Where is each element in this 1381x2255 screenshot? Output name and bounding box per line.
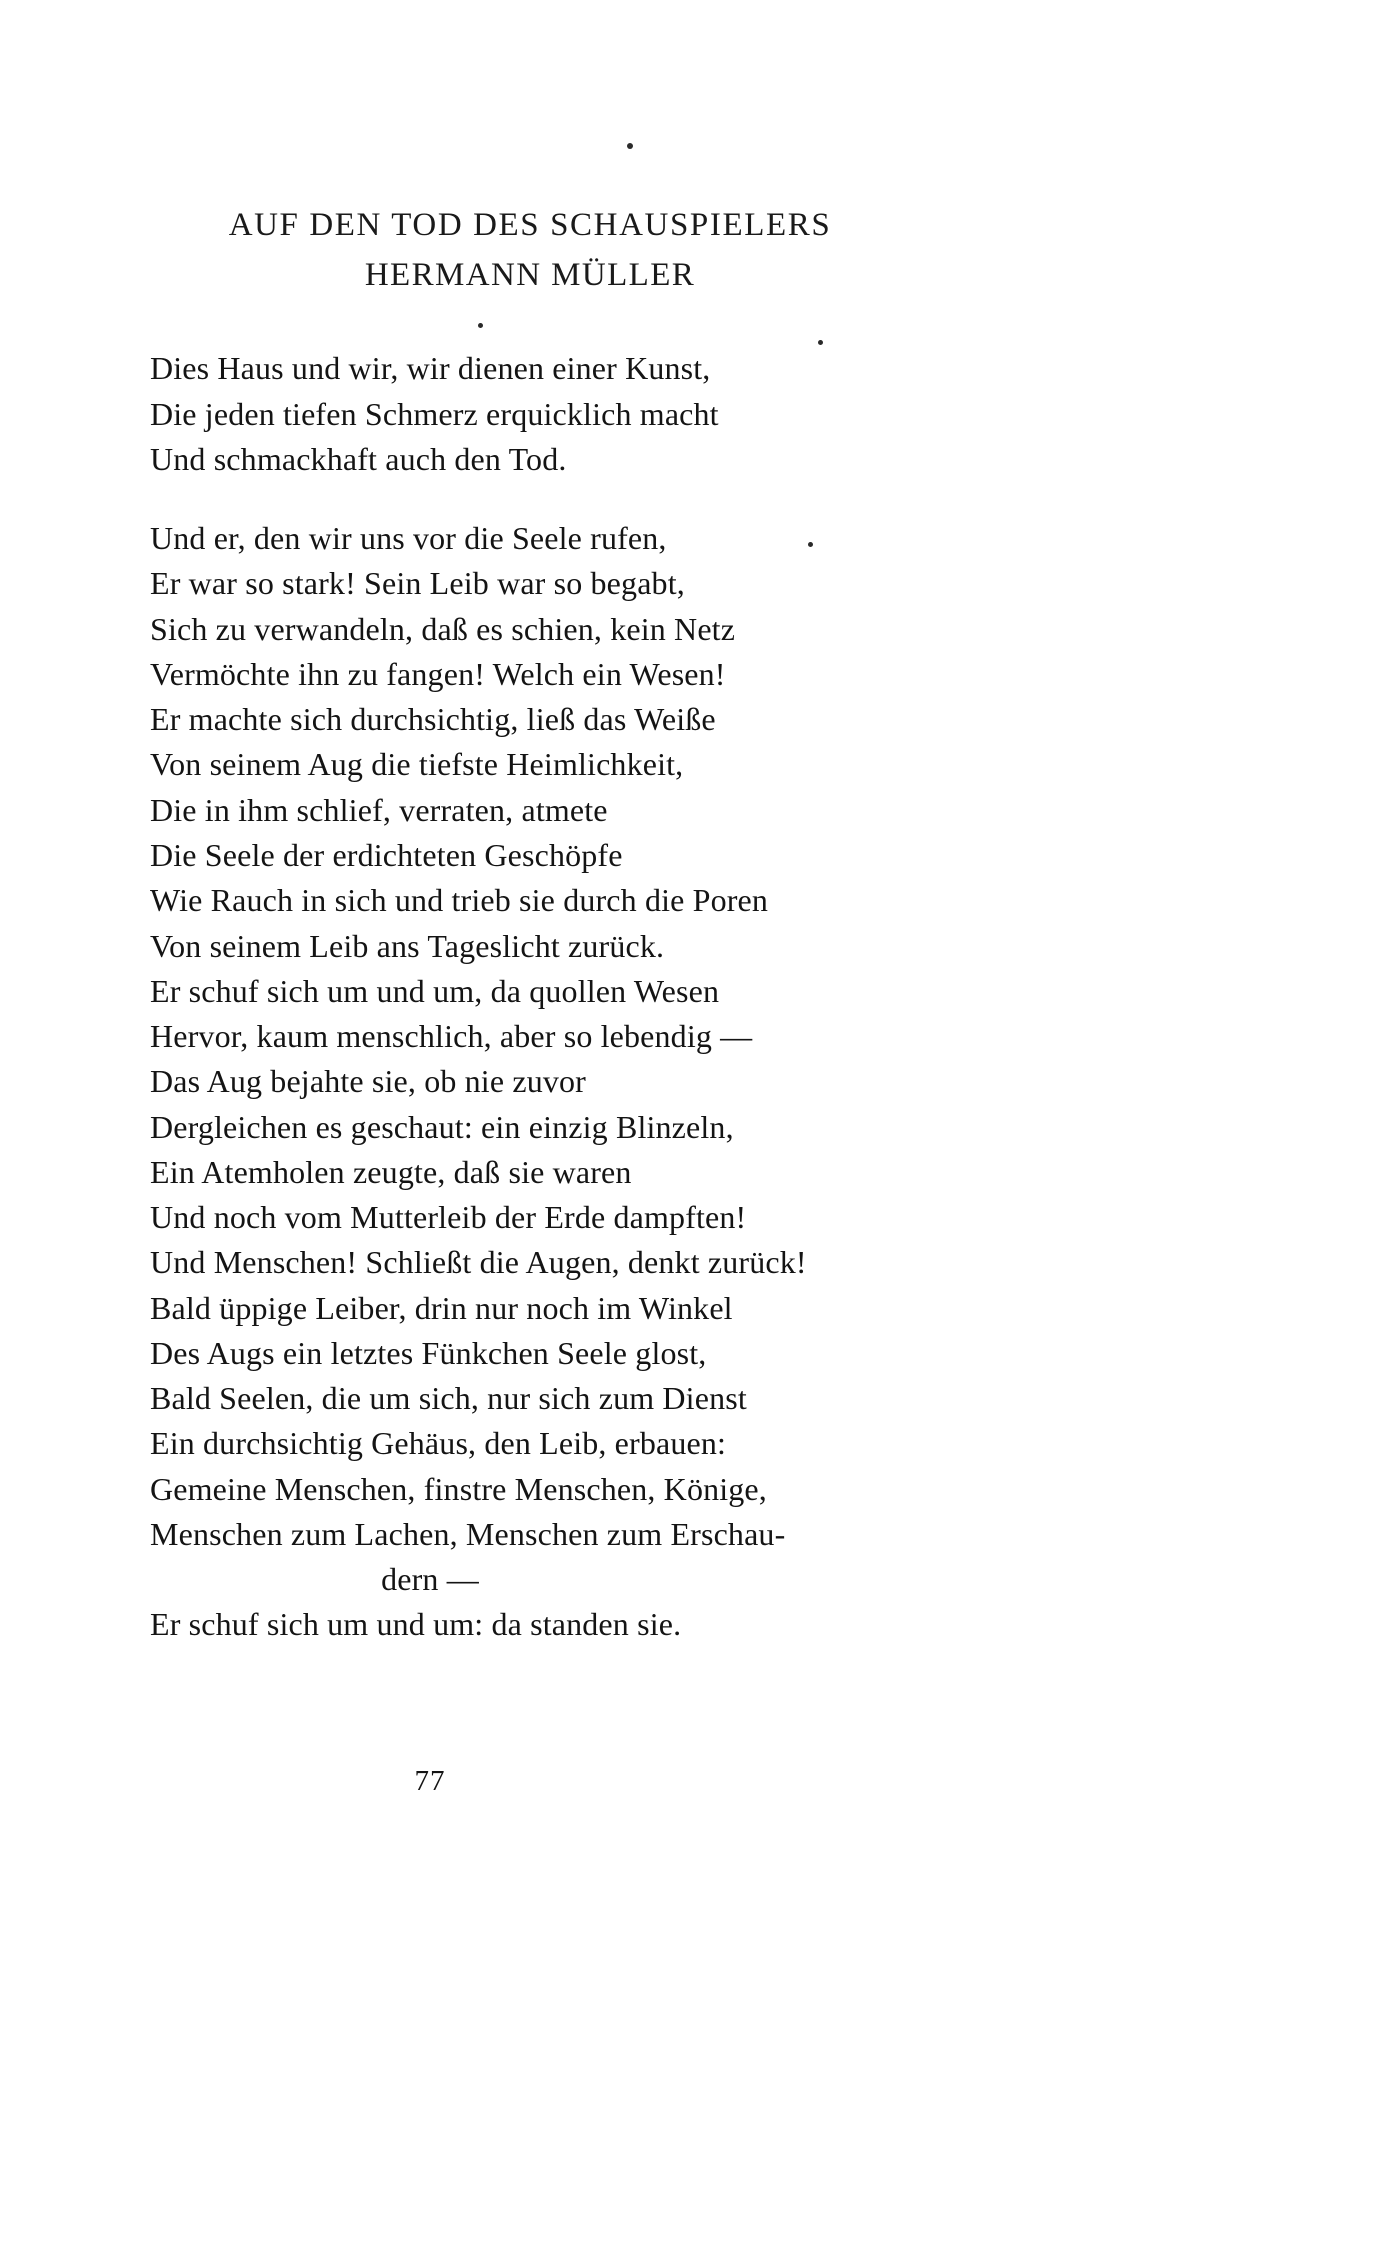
poem-line: Dies Haus und wir, wir dienen einer Kunst, xyxy=(150,350,711,387)
poem-line: Ein durchsichtig Gehäus, den Leib, erbauen: xyxy=(150,1425,727,1462)
poem-line: Menschen zum Lachen, Menschen zum Erschau- xyxy=(150,1515,786,1552)
poem-line: Und noch vom Mutterleib der Erde dampften! xyxy=(150,1199,747,1236)
poem-line: Vermöchte ihn zu fangen! Welch ein Wesen! xyxy=(150,655,726,692)
poem-line: Das Aug bejahte sie, ob nie zuvor xyxy=(150,1063,586,1100)
stanza-2 xyxy=(150,516,1230,1648)
poem-line: Und schmackhaft auch den Tod. xyxy=(150,440,567,477)
poem-title-line-2: HERMANN MÜLLER xyxy=(364,257,696,294)
poem-line: Er schuf sich um und um, da quollen Wesen xyxy=(150,972,720,1009)
poem-line-runover: dern — xyxy=(381,1561,479,1598)
poem-line: Von seinem Aug die tiefste Heimlichkeit, xyxy=(150,746,684,783)
poem-line: Von seinem Leib ans Tageslicht zurück. xyxy=(150,927,665,964)
poem-line: Hervor, kaum menschlich, aber so lebendig — xyxy=(150,1018,753,1055)
poem-line: Bald üppige Leiber, drin nur noch im Winkel xyxy=(150,1289,733,1326)
poem-line: Und Menschen! Schließt die Augen, denkt zurück! xyxy=(150,1244,807,1281)
poem-line-closing: Er schuf sich um und um: da standen sie. xyxy=(150,1606,682,1643)
poem-stanzas xyxy=(150,346,1230,1647)
ink-speck-icon xyxy=(627,143,633,149)
poem-line: Wie Rauch in sich und trieb sie durch die Poren xyxy=(150,882,769,919)
poem-line: Die in ihm schlief, verraten, atmete xyxy=(150,791,608,828)
poem-line: Sich zu verwandeln, daß es schien, kein Netz xyxy=(150,610,736,647)
poem-title xyxy=(150,200,910,300)
poem-line: Ein Atemholen zeugte, daß sie waren xyxy=(150,1153,632,1190)
poem-line: Die jeden tiefen Schmerz erquicklich macht xyxy=(150,395,719,432)
poem-line: Bald Seelen, die um sich, nur sich zum Dienst xyxy=(150,1380,747,1417)
poem-line: Gemeine Menschen, finstre Menschen, Könige, xyxy=(150,1470,767,1507)
poem-line: Des Augs ein letztes Fünkchen Seele glost, xyxy=(150,1334,707,1371)
stanza-1 xyxy=(150,346,1230,482)
poem-title-line-1: AUF DEN TOD DES SCHAUSPIELERS xyxy=(228,207,832,243)
poem-line: Er machte sich durchsichtig, ließ das Weiße xyxy=(150,701,716,738)
poem-line: Die Seele der erdichteten Geschöpfe xyxy=(150,836,623,873)
poem-body xyxy=(150,200,1230,1648)
poem-line: Und er, den wir uns vor die Seele rufen, xyxy=(150,520,667,557)
poem-line: Er war so stark! Sein Leib war so begabt, xyxy=(150,565,685,602)
poem-line: Dergleichen es geschaut: ein einzig Blinzeln, xyxy=(150,1108,734,1145)
page-number: 77 xyxy=(414,1765,446,1797)
